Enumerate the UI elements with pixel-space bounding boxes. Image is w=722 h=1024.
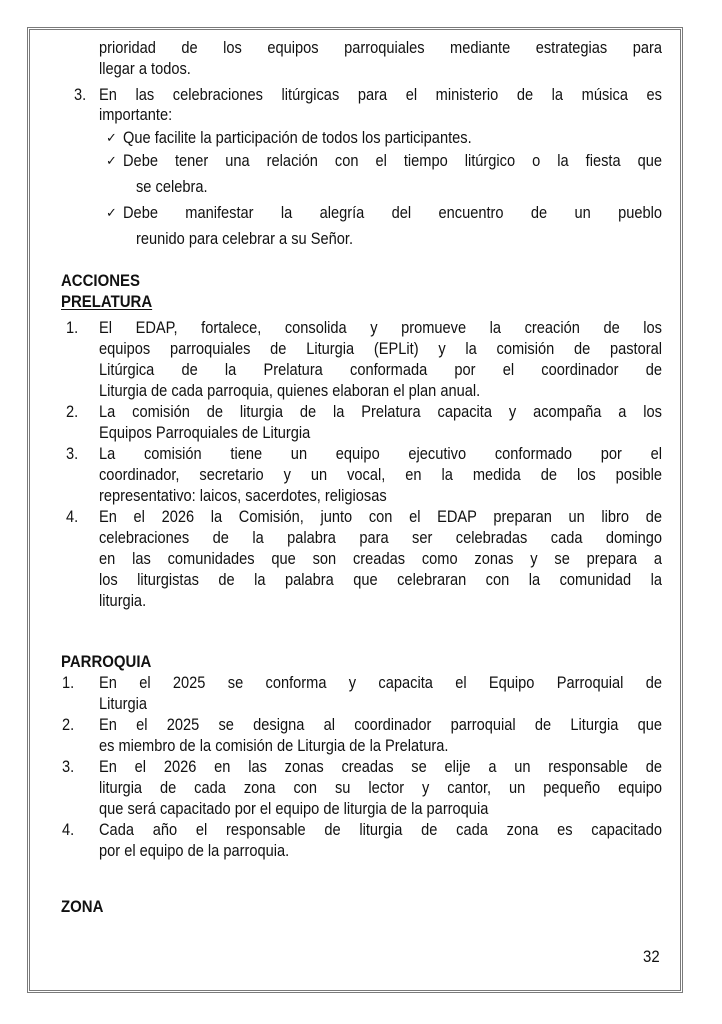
list-item-line <box>99 317 662 338</box>
section-heading-prelatura: PRELATURA <box>61 292 153 311</box>
list-item-line <box>99 506 662 527</box>
list-number: 1. <box>62 673 75 692</box>
list-item-line <box>99 756 662 777</box>
text-line: que será capacitado por el equipo de liturgia de la parroquia <box>99 799 489 818</box>
paragraph-line <box>99 58 662 79</box>
paragraph-line <box>99 37 662 58</box>
list-item-line <box>99 401 662 422</box>
list-item-line <box>99 777 662 798</box>
text-line: Cada año el responsable de liturgia de cada zona es capacitado <box>99 820 662 839</box>
list-item-line <box>99 798 662 819</box>
text-line: es miembro de la comisión de Liturgia de la Prelatura. <box>99 736 449 755</box>
list-item-line <box>99 485 662 506</box>
list-item-line <box>99 819 662 840</box>
list-number: 4. <box>62 820 75 839</box>
text-line: La comisión de liturgia de la Prelatura capacita y acompaña a los <box>99 402 662 421</box>
text-line: En el 2026 en las zonas creadas se elije a un responsable de <box>99 757 662 776</box>
list-number: 3. <box>62 757 75 776</box>
bullet-line <box>123 150 662 171</box>
text-line: Que facilite la participación de todos los participantes. <box>123 128 472 147</box>
checkmark-icon: ✓ <box>106 153 117 168</box>
page-number: 32 <box>643 947 660 966</box>
text-line: En el 2025 se conforma y capacita el Equipo Parroquial de <box>99 673 662 692</box>
text-line: por el equipo de la parroquia. <box>99 841 290 860</box>
checkmark-icon: ✓ <box>106 130 117 145</box>
section-heading-zona: ZONA <box>61 897 104 916</box>
text-line: prioridad de los equipos parroquiales mediante estrategias para <box>99 38 662 57</box>
list-number: 3. <box>74 85 87 104</box>
list-item-line <box>99 693 662 714</box>
section-heading-parroquia: PARROQUIA <box>61 652 152 671</box>
list-number: 1. <box>66 318 79 337</box>
list-number: 2. <box>66 402 79 421</box>
text-line: reunido para celebrar a su Señor. <box>136 229 354 248</box>
text-line: Litúrgica de la Prelatura conformada por el coordinador de <box>99 360 662 379</box>
text-line: En el 2026 la Comisión, junto con el EDAP preparan un libro de <box>99 507 662 526</box>
text-line: importante: <box>99 105 173 124</box>
list-item-line <box>99 422 662 443</box>
list-item-line <box>99 380 662 401</box>
list-item-line <box>99 338 662 359</box>
text-line: celebraciones de la palabra para ser celebradas cada domingo <box>99 528 662 547</box>
text-line: En las celebraciones litúrgicas para el ministerio de la música es <box>99 85 662 104</box>
list-item-line <box>99 464 662 485</box>
text-line: liturgia de cada zona con su lector y cantor, un pequeño equipo <box>99 778 662 797</box>
text-line: El EDAP, fortalece, consolida y promueve la creación de los <box>99 318 662 337</box>
text-line: liturgia. <box>99 591 147 610</box>
list-item-line <box>99 359 662 380</box>
bullet-line <box>123 127 662 148</box>
text-line: En el 2025 se designa al coordinador parroquial de Liturgia que <box>99 715 662 734</box>
list-item-line <box>99 590 662 611</box>
list-item-line <box>99 443 662 464</box>
text-line: Liturgia de cada parroquia, quienes elaboran el plan anual. <box>99 381 481 400</box>
list-item-line <box>99 714 662 735</box>
text-line: en las comunidades que son creadas como zonas y se prepara a <box>99 549 662 568</box>
text-line: Debe manifestar la alegría del encuentro de un pueblo <box>123 203 662 222</box>
list-item-line <box>99 569 662 590</box>
list-item-line <box>99 672 662 693</box>
list-number: 2. <box>62 715 75 734</box>
text-line: Debe tener una relación con el tiempo litúrgico o la fiesta que <box>123 151 662 170</box>
text-line: Equipos Parroquiales de Liturgia <box>99 423 311 442</box>
text-line: llegar a todos. <box>99 59 191 78</box>
list-number: 4. <box>66 507 79 526</box>
list-item-line <box>99 104 662 125</box>
list-item-line <box>99 84 662 105</box>
text-line: Liturgia <box>99 694 147 713</box>
section-heading-acciones: ACCIONES <box>61 271 140 290</box>
list-number: 3. <box>66 444 79 463</box>
bullet-line <box>123 202 662 223</box>
list-item-line <box>99 735 662 756</box>
text-line: coordinador, secretario y un vocal, en la medida de los posible <box>99 465 662 484</box>
text-line: se celebra. <box>136 177 208 196</box>
text-line: equipos parroquiales de Liturgia (EPLit) y la comisión de pastoral <box>99 339 662 358</box>
text-line: representativo: laicos, sacerdotes, religiosas <box>99 486 387 505</box>
list-item-line <box>99 527 662 548</box>
list-item-line <box>99 840 662 861</box>
bullet-line <box>136 176 662 197</box>
text-line: La comisión tiene un equipo ejecutivo conformado por el <box>99 444 662 463</box>
list-item-line <box>99 548 662 569</box>
text-line: los liturgistas de la palabra que celebraran con la comunidad la <box>99 570 662 589</box>
bullet-line <box>136 228 662 249</box>
checkmark-icon: ✓ <box>106 205 117 220</box>
